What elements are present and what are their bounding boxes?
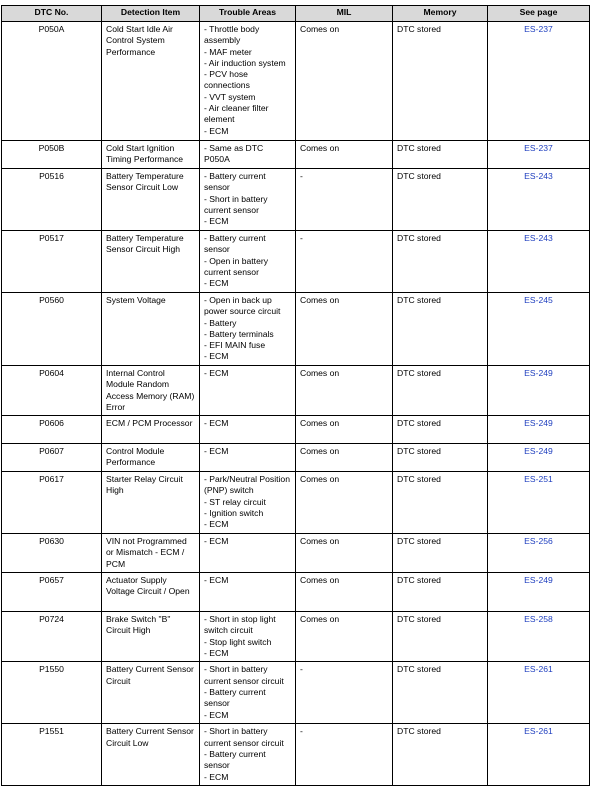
memory-cell: DTC stored (393, 573, 488, 612)
dtc-table (1, 5, 590, 786)
dtc-code-cell: P0657 (2, 573, 102, 612)
mil-cell: Comes on (296, 534, 393, 573)
trouble-area-item: - EFI MAIN fuse (204, 340, 266, 351)
see-page-link[interactable]: ES-258 (524, 614, 553, 625)
see-page-link[interactable]: ES-249 (524, 368, 553, 378)
detection-item-cell: Brake Switch "B" Circuit High (102, 612, 200, 662)
table-row (2, 416, 590, 444)
table-row (2, 612, 590, 662)
detection-item-cell: System Voltage (102, 293, 200, 366)
see-page-link[interactable]: ES-243 (524, 233, 553, 243)
see-page-link[interactable]: ES-237 (524, 24, 553, 34)
see-page-cell (488, 416, 590, 444)
detection-item-cell: Internal Control Module Random Access Memory (RAM) Error (102, 366, 200, 416)
see-page-link[interactable]: ES-237 (524, 143, 553, 153)
see-page-cell (488, 662, 590, 724)
trouble-areas-cell (200, 416, 296, 444)
memory-cell: DTC stored (393, 534, 488, 573)
trouble-area-item: - ECM (204, 125, 229, 136)
see-page-link[interactable]: ES-249 (524, 446, 553, 457)
trouble-area-item: - ECM (204, 351, 229, 362)
mil-cell: - (296, 724, 393, 786)
dtc-code-cell: P050A (2, 22, 102, 141)
mil-cell: Comes on (296, 293, 393, 366)
trouble-area-item: - ECM (204, 648, 229, 659)
detection-item-cell: Cold Start Idle Air Control System Performance (102, 22, 200, 141)
trouble-area-item: - Short in battery current sensor circuit (204, 664, 284, 686)
trouble-area-item: - VVT system (204, 91, 256, 102)
trouble-area-item: - Air cleaner filter element (204, 103, 269, 125)
memory-cell: DTC stored (393, 169, 488, 231)
trouble-area-item: - Open in battery current sensor (204, 255, 269, 277)
see-page-link[interactable]: ES-251 (524, 474, 553, 485)
memory-cell: DTC stored (393, 22, 488, 141)
trouble-area-item: - ECM (204, 536, 229, 547)
table-row (2, 472, 590, 534)
mil-cell: Comes on (296, 573, 393, 612)
trouble-areas-cell (200, 662, 296, 724)
detection-item-cell: ECM / PCM Processor (102, 416, 200, 444)
see-page-cell (488, 366, 590, 416)
trouble-area-item: - ECM (204, 216, 229, 227)
trouble-area-item: - ECM (204, 771, 229, 782)
table-row (2, 724, 590, 786)
mil-cell: Comes on (296, 141, 393, 169)
table-row (2, 534, 590, 573)
trouble-area-item: - Short in stop light switch circuit (204, 614, 276, 636)
trouble-areas-cell (200, 444, 296, 472)
trouble-area-item: - Throttle body assembly (204, 24, 260, 46)
dtc-code-cell: P0517 (2, 231, 102, 293)
table-row (2, 22, 590, 141)
dtc-code-cell: P0516 (2, 169, 102, 231)
detection-item-cell: Control Module Performance (102, 444, 200, 472)
see-page-cell (488, 612, 590, 662)
trouble-areas-cell (200, 22, 296, 141)
memory-cell: DTC stored (393, 141, 488, 169)
see-page-cell (488, 534, 590, 573)
trouble-areas-cell (200, 573, 296, 612)
see-page-link[interactable]: ES-245 (524, 295, 553, 305)
trouble-area-item: - MAF meter (204, 46, 252, 57)
trouble-areas-cell (200, 169, 296, 231)
mil-cell: Comes on (296, 22, 393, 141)
memory-cell: DTC stored (393, 293, 488, 366)
detection-item-cell: Actuator Supply Voltage Circuit / Open (102, 573, 200, 612)
trouble-area-item: - Battery current sensor (204, 748, 266, 771)
header-trouble-areas: Trouble Areas (200, 6, 296, 22)
trouble-area-item: - ECM (204, 278, 229, 289)
see-page-cell (488, 444, 590, 472)
trouble-area-item: - ECM (204, 446, 229, 457)
see-page-link[interactable]: ES-249 (524, 575, 553, 586)
detection-item-cell: Battery Temperature Sensor Circuit High (102, 231, 200, 293)
trouble-area-item: - Battery terminals (204, 328, 274, 339)
trouble-area-item: - ECM (204, 575, 229, 586)
table-row (2, 141, 590, 169)
memory-cell: DTC stored (393, 231, 488, 293)
dtc-code-cell: P0604 (2, 366, 102, 416)
dtc-code-cell: P0630 (2, 534, 102, 573)
dtc-code-cell: P1550 (2, 662, 102, 724)
trouble-area-item: - Battery current sensor (204, 171, 266, 193)
dtc-code-cell: P0617 (2, 472, 102, 534)
trouble-area-item: - ST relay circuit (204, 496, 266, 507)
dtc-code-cell: P050B (2, 141, 102, 169)
mil-cell: Comes on (296, 472, 393, 534)
table-row (2, 662, 590, 724)
see-page-cell (488, 169, 590, 231)
trouble-area-item: - Short in battery current sensor (204, 193, 268, 215)
header-memory: Memory (393, 6, 488, 22)
trouble-area-item: - Same as DTC P050A (204, 143, 264, 165)
trouble-area-item: - Battery (204, 317, 237, 328)
trouble-areas-cell (200, 366, 296, 416)
memory-cell: DTC stored (393, 416, 488, 444)
trouble-area-item: - ECM (204, 368, 229, 378)
trouble-areas-cell (200, 293, 296, 366)
table-row (2, 366, 590, 416)
mil-cell: Comes on (296, 444, 393, 472)
trouble-area-item: - ECM (204, 709, 229, 720)
table-body (2, 22, 590, 786)
table-row (2, 293, 590, 366)
dtc-code-cell: P0607 (2, 444, 102, 472)
mil-cell: Comes on (296, 366, 393, 416)
mil-cell: Comes on (296, 416, 393, 444)
see-page-cell (488, 293, 590, 366)
see-page-link[interactable]: ES-249 (524, 418, 553, 429)
trouble-area-item: - Stop light switch (204, 636, 272, 647)
trouble-area-item: - ECM (204, 418, 229, 429)
memory-cell: DTC stored (393, 662, 488, 724)
detection-item-cell: Battery Temperature Sensor Circuit Low (102, 169, 200, 231)
trouble-areas-cell (200, 231, 296, 293)
memory-cell: DTC stored (393, 366, 488, 416)
trouble-area-item: - Open in back up power source circuit (204, 295, 281, 317)
see-page-cell (488, 472, 590, 534)
trouble-area-item: - Battery current sensor (204, 233, 266, 255)
dtc-code-cell: P1551 (2, 724, 102, 786)
trouble-areas-cell (200, 141, 296, 169)
mil-cell: - (296, 231, 393, 293)
memory-cell: DTC stored (393, 724, 488, 786)
header-row (2, 6, 590, 22)
header-detection-item: Detection Item (102, 6, 200, 22)
trouble-areas-cell (200, 612, 296, 662)
detection-item-cell: VIN not Programmed or Mismatch - ECM / PCM (102, 534, 200, 573)
see-page-cell (488, 22, 590, 141)
memory-cell: DTC stored (393, 612, 488, 662)
trouble-area-item: - Park/Neutral Position (PNP) switch (204, 474, 290, 496)
trouble-area-item: - Ignition switch (204, 508, 264, 519)
see-page-link[interactable]: ES-261 (524, 726, 553, 737)
detection-item-cell: Battery Current Sensor Circuit Low (102, 724, 200, 786)
see-page-link[interactable]: ES-243 (524, 171, 553, 181)
header-dtc-no: DTC No. (2, 6, 102, 22)
table-row (2, 231, 590, 293)
trouble-area-item: - ECM (204, 519, 229, 530)
trouble-areas-cell (200, 724, 296, 786)
trouble-area-item: - Air induction system (204, 57, 286, 68)
memory-cell: DTC stored (393, 444, 488, 472)
see-page-cell (488, 724, 590, 786)
trouble-area-item: - Battery current sensor (204, 686, 266, 709)
dtc-code-cell: P0560 (2, 293, 102, 366)
trouble-area-item: - Short in battery current sensor circuit (204, 726, 284, 748)
detection-item-cell: Cold Start Ignition Timing Performance (102, 141, 200, 169)
see-page-link[interactable]: ES-256 (524, 536, 553, 547)
trouble-areas-cell (200, 534, 296, 573)
table-row (2, 573, 590, 612)
header-mil: MIL (296, 6, 393, 22)
table-row (2, 444, 590, 472)
dtc-code-cell: P0724 (2, 612, 102, 662)
see-page-cell (488, 231, 590, 293)
see-page-link[interactable]: ES-261 (524, 664, 553, 675)
table-row (2, 169, 590, 231)
mil-cell: - (296, 662, 393, 724)
detection-item-cell: Battery Current Sensor Circuit (102, 662, 200, 724)
see-page-cell (488, 141, 590, 169)
detection-item-cell: Starter Relay Circuit High (102, 472, 200, 534)
see-page-cell (488, 573, 590, 612)
dtc-code-cell: P0606 (2, 416, 102, 444)
trouble-area-item: - PCV hose connections (204, 69, 250, 91)
header-see-page: See page (488, 6, 590, 22)
trouble-areas-cell (200, 472, 296, 534)
mil-cell: Comes on (296, 612, 393, 662)
memory-cell: DTC stored (393, 472, 488, 534)
mil-cell: - (296, 169, 393, 231)
